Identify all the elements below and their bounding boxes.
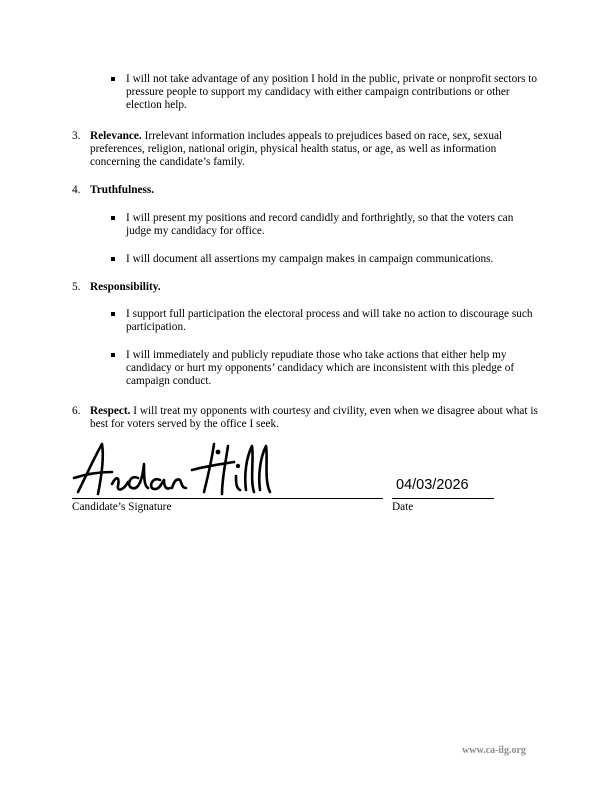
item-text: Irrelevant information includes appeals to prejudices based on race, sex, sexual preferences, religion, national origin, physical health status, or age, as well as information concerning the candidate’s family. (90, 130, 503, 168)
signature-caption: Candidate’s Signature (72, 501, 172, 513)
item-title: Relevance. (90, 130, 142, 142)
bullet-text: I will not take advantage of any position I hold in the public, private or nonprofit sectors to pressure people to support my candidacy with either campaign contributions or other election help. (126, 73, 537, 111)
item-body (90, 184, 542, 197)
signature-line (72, 498, 383, 499)
item-text: I will treat my opponents with courtesy and civility, even when we disagree about what is best for voters served by the office I seek. (90, 405, 538, 430)
item-title: Respect. (90, 405, 131, 417)
bullet-text: I will immediately and publicly repudiate those who take actions that either help my candidacy or hurt my opponents’ candidacy which are inconsistent with this pledge of campaign conduct. (126, 349, 515, 387)
item-title: Responsibility. (90, 281, 161, 293)
bullet-square-icon (111, 216, 115, 220)
date-line (392, 498, 494, 499)
date-caption: Date (392, 501, 414, 513)
item-number: 5. (72, 281, 81, 293)
item-title: Truthfulness. (90, 184, 155, 196)
item-body (90, 130, 542, 169)
bullet-square-icon (111, 312, 115, 316)
bullet-text: I will document all assertions my campaign makes in campaign communications. (126, 253, 494, 265)
item-number: 4. (72, 184, 81, 196)
item-body (90, 405, 542, 431)
item-number: 3. (72, 130, 81, 142)
handwritten-signature (72, 436, 282, 500)
item-number: 6. (72, 405, 81, 417)
bullet-text: I will present my positions and record candidly and forthrightly, so that the voters can judge my candidacy for office. (126, 212, 514, 237)
bullet-square-icon (111, 257, 115, 261)
bullet-text: I support full participation the electoral process and will take no action to discourage such participation. (126, 308, 533, 333)
footer-url: www.ca-ilg.org (462, 745, 526, 756)
bullet-square-icon (111, 77, 115, 81)
bullet-square-icon (111, 353, 115, 357)
item-body (90, 281, 542, 294)
date-value: 04/03/2026 (396, 477, 469, 493)
